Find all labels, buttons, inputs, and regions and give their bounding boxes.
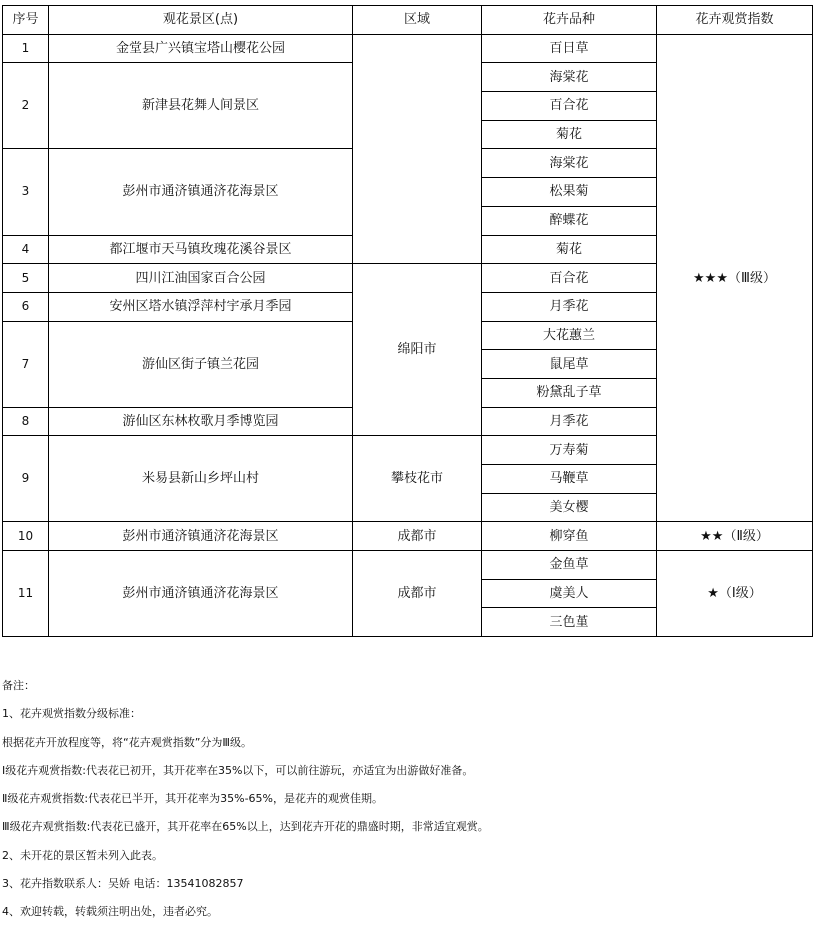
scenic-spot-cell: 游仙区东林枚歌月季博览园 (49, 407, 353, 436)
scenic-spot-cell: 彭州市通济镇通济花海景区 (49, 551, 353, 637)
table-row (3, 522, 813, 551)
row-index: 7 (3, 321, 49, 407)
scenic-spot-cell: 新津县花舞人间景区 (49, 63, 353, 149)
header-flower-variety: 花卉品种 (482, 6, 657, 35)
note-line: 3、花卉指数联系人：吴娇 电话：13541082857 (2, 877, 244, 891)
row-index: 9 (3, 436, 49, 522)
note-line: 1、花卉观赏指数分级标准： (2, 707, 141, 721)
viewing-index-cell (657, 551, 813, 637)
flower-cell: 百合花 (482, 264, 657, 293)
region-cell: 成都市 (353, 522, 482, 551)
note-line: 2、未开花的景区暂未列入此表。 (2, 848, 163, 862)
scenic-spot-cell: 游仙区街子镇兰花园 (49, 321, 353, 407)
scenic-spot-cell: 米易县新山乡坪山村 (49, 436, 353, 522)
row-index: 11 (3, 551, 49, 637)
flower-cell: 万寿菊 (482, 436, 657, 465)
row-index: 10 (3, 522, 49, 551)
viewing-index-cell (657, 522, 813, 551)
header-region: 区域 (353, 6, 482, 35)
rating-stars: ★★（Ⅱ级） (700, 528, 769, 544)
scenic-spot-cell: 金堂县广兴镇宝塔山樱花公园 (49, 34, 353, 63)
flower-cell: 月季花 (482, 407, 657, 436)
header-viewing-index: 花卉观赏指数 (657, 6, 813, 35)
scenic-spot-cell: 彭州市通济镇通济花海景区 (49, 522, 353, 551)
note-line: 根据花卉开放程度等，将“花卉观赏指数”分为Ⅲ级。 (2, 735, 252, 749)
region-cell: 攀枝花市 (353, 436, 482, 522)
header-scenic-spot: 观花景区(点) (49, 6, 353, 35)
flower-cell: 大花蕙兰 (482, 321, 657, 350)
flower-cell: 菊花 (482, 235, 657, 264)
scenic-spot-cell: 四川江油国家百合公园 (49, 264, 353, 293)
scenic-spot-cell: 彭州市通济镇通济花海景区 (49, 149, 353, 235)
region-cell: 绵阳市 (353, 264, 482, 436)
flower-cell: 海棠花 (482, 149, 657, 178)
row-index: 4 (3, 235, 49, 264)
note-line: Ⅲ级花卉观赏指数:代表花已盛开，其开花率在65%以上，达到花卉开花的鼎盛时期，非常适宜观赏。 (2, 820, 489, 834)
table-row (3, 34, 813, 63)
row-index: 2 (3, 63, 49, 149)
flower-cell: 松果菊 (482, 178, 657, 207)
header-index: 序号 (3, 6, 49, 35)
flower-cell: 三色堇 (482, 608, 657, 637)
table-row (3, 551, 813, 580)
flower-cell: 鼠尾草 (482, 350, 657, 379)
flower-cell: 粉黛乱子草 (482, 378, 657, 407)
scenic-spot-cell: 安州区塔水镇浮萍村宇承月季园 (49, 292, 353, 321)
flower-cell: 柳穿鱼 (482, 522, 657, 551)
region-cell: 成都市 (353, 551, 482, 637)
note-line: Ⅱ级花卉观赏指数:代表花已半开，其开花率为35%-65%，是花卉的观赏佳期。 (2, 792, 383, 806)
row-index: 6 (3, 292, 49, 321)
flower-cell: 马鞭草 (482, 465, 657, 494)
row-index: 3 (3, 149, 49, 235)
table-header-row (3, 6, 813, 35)
flower-cell: 醉蝶花 (482, 206, 657, 235)
flower-cell: 月季花 (482, 292, 657, 321)
notes-section (2, 672, 489, 927)
region-cell (353, 34, 482, 264)
flower-cell: 百合花 (482, 92, 657, 121)
row-index: 5 (3, 264, 49, 293)
flower-cell: 百日草 (482, 34, 657, 63)
flower-cell: 虞美人 (482, 579, 657, 608)
note-line: Ⅰ级花卉观赏指数:代表花已初开，其开花率在35%以下，可以前往游玩，亦适宜为出游做好准备。 (2, 763, 474, 777)
scenic-spot-cell: 都江堰市天马镇玫瑰花溪谷景区 (49, 235, 353, 264)
notes-heading: 备注： (2, 679, 35, 692)
flower-cell: 菊花 (482, 120, 657, 149)
flower-cell: 海棠花 (482, 63, 657, 92)
row-index: 1 (3, 34, 49, 63)
note-line: 4、欢迎转载，转载须注明出处，违者必究。 (2, 905, 218, 919)
flower-cell: 金鱼草 (482, 551, 657, 580)
viewing-index-cell (657, 34, 813, 522)
row-index: 8 (3, 407, 49, 436)
rating-stars: ★★★（Ⅲ级） (693, 270, 776, 286)
flower-viewing-table (2, 5, 813, 637)
flower-cell: 美女樱 (482, 493, 657, 522)
rating-stars: ★（Ⅰ级） (707, 586, 762, 602)
